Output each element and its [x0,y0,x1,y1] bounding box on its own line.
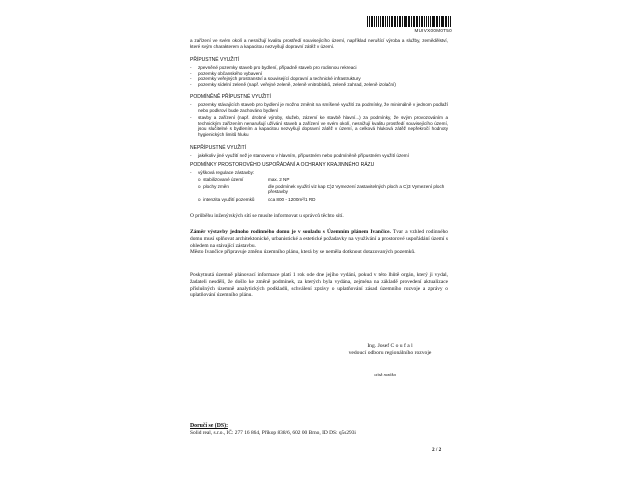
regulation-row: o stabilizované území max. 2 NP [198,177,448,183]
barcode-bar [422,16,423,27]
barcode-bar [372,16,373,27]
intro-paragraph: a zařízení ve svém okolí a nesnižují kvalitu prostředí souvisejícího území, například nerušící výroba a služby, zemědělství, které svým charakterem a kapacitou nezvyšují dopravní zátěž v území. [190,38,448,49]
barcode-code: MUIVX00M0T50 [414,28,452,33]
validity-paragraph: Poskytnutá územně plánovací informace platí 1 rok ode dne jejího vydání, pokud v této lhůtě orgán, který ji vydal, žadateli nesdělí, že došlo ke změně podmínek, za kterých byla vydána, zejména na základě provedení aktualizace příslušných územně analytických podkladů, schválení zprávy o uplatňování zásad územního rozvoje a zprávy o uplatňování územního plánu. [190,272,448,299]
barcode-bar [446,16,447,27]
barcode-bar [405,16,406,27]
barcode-bar [433,16,434,27]
barcode-bar [367,16,368,27]
regulation-label: plochy změn [203,183,229,189]
barcode-bar [408,16,409,27]
barcode-bar [376,16,377,27]
barcode-bar [421,16,422,27]
delivery-recipient: Solid real, s.r.o., IČ: 277 16 864, Příkop 838/6, 602 00 Brno, ID DS: q5s293i [190,430,356,436]
barcode-bar [394,16,396,27]
section-title-pripustne: PŘÍPUSTNÉ VYUŽITÍ [190,57,240,63]
barcode-bar [416,16,417,27]
regulation-label: intenzita využití pozemků [203,196,255,202]
regulation-label: stabilizované území [203,177,244,182]
barcode-bar [432,16,433,27]
section-title-podminky: PODMÍNKY PROSTOROVÉHO USPOŘÁDÁNÍ A OCHRANY KRAJINNÉHO RÁZU [190,162,375,168]
list-podminky [190,170,448,176]
barcode-bar [391,16,392,27]
barcode-bar [402,16,403,27]
zamer-rest: Tvar a vzhled rodinného domu musí splňovat architektonické, urbanistické a estetické požadavky na využívání a prostorové uspořádání území s ohledem na stávající zástavbu. [190,229,449,249]
regulation-value: max. 2 NP [268,177,290,182]
list-podminene [190,102,448,138]
network-note: O průběhu inženýrských sítí se musíte informovat u správců těchto sítí. [190,213,344,219]
barcode-bar [382,16,383,27]
list-item: - pozemky stávajících staveb pro bydlení je možno změnit na smíšené využití za podmínky, že minimálně v jednom podlaží nebo podkroví bude zachováno bydlení [190,102,448,113]
barcode-bar [399,16,400,27]
barcode-bar [428,16,430,27]
list-item: - stavby a zařízení (např. drobné výroby, služeb, zázemí ke stavbě hlavní...) za podmínky, že svým provozováním a technickým zařízením nenarušují užívání staveb a zařízení ve svém okolí, nesnižují kvalitu prostředí souvisejícího území, jsou slučitelné s bydlením a kapacitou nezvyšují dopravní zátěž v území, a celková hluková zátěž nepřekročí hodnoty hygienických limitů hluku [190,115,448,137]
barcode-bar [387,16,388,27]
barcode-bar [400,16,401,27]
list-item: - pozemky sídelní zeleně (např. veřejné zeleně, zeleně vnitrobloků, zeleně zahrad, zeleně izolační) [190,82,448,88]
barcode-bar [424,16,425,27]
regulation-value: dle podmínek využití viz kap C)2 Vymezení zastavitelných ploch a C)3 Vymezení ploch přestavby [268,183,445,195]
list-item: - výšková regulace zástavby: [190,170,448,176]
regulation-row: o intenzita využití pozemků cca 800 - 1200m²/1 RD [198,197,448,203]
barcode-bar [383,16,384,27]
barcode-bar [442,16,443,27]
zamer-paragraph [190,229,448,256]
barcode-bar [385,16,386,27]
list-item: - pozemky veřejných prostranství a související dopravní a technické infrastruktury [190,76,448,82]
section-title-nepripustne: NEPŘÍPUSTNÉ VYUŽITÍ [190,145,247,151]
signatory-name: Ing. Josef C o u f a l [367,343,413,349]
barcode-bar [378,16,380,27]
list-pripustne [190,65,448,87]
barcode-bar [419,16,420,27]
regulation-row: o plochy změn dle podmínek využití viz kap C)2 Vymezení zastavitelných ploch a C)3 Vymezení ploch přestavby [198,184,448,195]
barcode-bar [411,16,413,27]
delivery-heading: Doručí se (DS): [190,423,228,429]
barcode-bar [404,16,405,27]
page-number: 2 / 2 [432,447,442,453]
zamer-bold: Záměr výstavby jednoho rodinného domu je v souladu s Územním plánem Ivančice. [190,229,391,235]
stamp-placeholder: otisk razítka [374,372,396,377]
barcode-image [367,16,452,27]
barcode-bar [392,16,393,27]
barcode-bar [441,16,442,27]
barcode-bar [380,16,381,27]
barcode-bar [389,16,390,27]
section-title-podminene: PODMÍNĚNĚ PŘÍPUSTNÉ VYUŽITÍ [190,94,271,100]
list-nepripustne [190,153,448,159]
list-item: - zpevněné pozemky staveb pro bydlení, případně staveb pro rodinnou rekreaci [190,65,448,71]
barcode-bar [450,16,451,27]
barcode-bar [436,16,437,27]
list-item: - pozemky občanského vybavení [190,71,448,77]
barcode-bar [437,16,438,27]
regulation-value: cca 800 - 1200m²/1 RD [268,196,316,202]
barcode-bar [371,16,372,27]
barcode-bar [374,16,375,27]
barcode-bar [369,16,370,27]
barcode-bar [413,16,414,27]
signatory-role: vedoucí odboru regionálního rozvoje [348,350,432,356]
barcode-bar [417,16,418,27]
zamer-line2: Město Ivančice připravuje změnu územního plánu, která by se neměla dotknout dotazovaných pozemků. [190,249,416,256]
barcode-bar [445,16,446,27]
signature-block [330,343,450,357]
barcode-bar [439,16,440,27]
list-item: - jakékoliv jiné využití než je stanoveno v hlavním, přípustném nebo podmíněně přípustném využití území [190,153,448,159]
barcode-bar [430,16,431,27]
barcode-bar [397,16,398,27]
barcode-bar [426,16,427,27]
barcode-bar [409,16,410,27]
barcode-bar [448,16,450,27]
regulation-table [198,177,448,202]
